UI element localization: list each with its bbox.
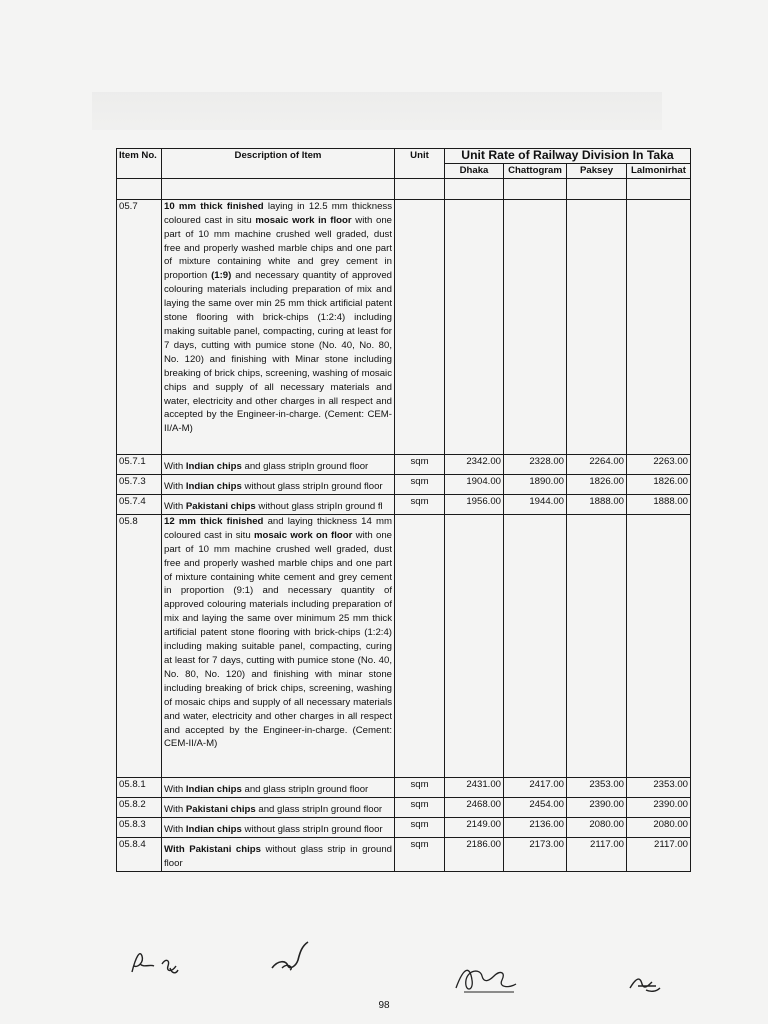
signature-4 xyxy=(626,970,666,996)
rate-lalmonirhat xyxy=(627,514,691,777)
rate-dhaka: 2468.00 xyxy=(445,798,504,818)
unit-cell: sqm xyxy=(395,778,445,798)
rate-chattogram xyxy=(504,514,567,777)
item-number: 05.8.4 xyxy=(117,838,162,872)
rate-chattogram: 2454.00 xyxy=(504,798,567,818)
rate-chattogram: 1944.00 xyxy=(504,495,567,515)
rate-dhaka: 2342.00 xyxy=(445,455,504,475)
table-row xyxy=(117,495,691,515)
item-number: 05.7.1 xyxy=(117,455,162,475)
rate-paksey: 1888.00 xyxy=(567,495,627,515)
table-row xyxy=(117,818,691,838)
description-text: Indian chips xyxy=(185,824,242,836)
spacer-row xyxy=(117,178,691,199)
description-text: With xyxy=(164,804,186,816)
item-description xyxy=(162,199,395,454)
item-description xyxy=(162,455,395,475)
item-description xyxy=(162,798,395,818)
page-number: 98 xyxy=(378,1000,390,1011)
description-text: With Pakistani chips xyxy=(164,844,261,856)
division-header-dhaka: Dhaka xyxy=(445,163,504,178)
description-text: and glass stripIn ground floor xyxy=(255,804,383,816)
table-row xyxy=(117,475,691,495)
unit-cell: sqm xyxy=(395,475,445,495)
description-header: Description of Item xyxy=(162,149,395,179)
signature-1 xyxy=(126,944,186,980)
item-no-header: Item No. xyxy=(117,149,162,179)
description-text: without glass strip in ground floor xyxy=(164,844,392,869)
item-number: 05.8.1 xyxy=(117,778,162,798)
description-text: Indian chips xyxy=(185,784,242,796)
signature-3 xyxy=(450,958,520,998)
header-row xyxy=(117,149,691,164)
rate-lalmonirhat: 1888.00 xyxy=(627,495,691,515)
unit-cell: sqm xyxy=(395,818,445,838)
description-text: Pakistani chips xyxy=(185,804,256,816)
description-text: With xyxy=(164,784,186,796)
description-text: With xyxy=(164,501,186,513)
rate-dhaka: 1904.00 xyxy=(445,475,504,495)
description-text: without glass stripIn ground fl xyxy=(255,501,383,513)
unit-cell: sqm xyxy=(395,838,445,872)
rate-paksey: 2117.00 xyxy=(567,838,627,872)
item-description xyxy=(162,475,395,495)
rate-chattogram: 2173.00 xyxy=(504,838,567,872)
description-text: and necessary quantity of approved colouring materials including preparation of mix and laying the same over min 25 mm thick artificial patent stone flooring with brick-chips (1:2:4) including making suitable panel, compacting, curing at least for 7 days, cutting with pumice stone (No. 40, No. 80, No. 120) and finishing with Minar stone including breaking of brick chips, screening, washing of mosaic chips and supply of all necessary materials and water, electricity and other charges in all respect and accepted by the Engineer-in-charge. (Cement: CEM-II/A-M) xyxy=(164,270,392,435)
rate-paksey xyxy=(567,514,627,777)
rate-paksey: 1826.00 xyxy=(567,475,627,495)
description-text: Indian chips xyxy=(185,461,242,473)
rate-dhaka: 1956.00 xyxy=(445,495,504,515)
table-row xyxy=(117,838,691,872)
item-number: 05.8.2 xyxy=(117,798,162,818)
table-body xyxy=(117,199,691,871)
item-description xyxy=(162,838,395,872)
rate-dhaka xyxy=(445,199,504,454)
item-description xyxy=(162,818,395,838)
description-text: mosaic work on floor xyxy=(253,529,353,541)
unit-rate-table xyxy=(116,148,691,872)
rate-lalmonirhat: 2080.00 xyxy=(627,818,691,838)
rate-chattogram xyxy=(504,199,567,454)
description-text: 10 mm thick finished xyxy=(164,200,264,212)
description-text: and glass stripIn ground floor xyxy=(241,784,369,796)
rate-lalmonirhat xyxy=(627,199,691,454)
description-text: Indian chips xyxy=(185,481,242,493)
rate-dhaka: 2431.00 xyxy=(445,778,504,798)
rate-lalmonirhat: 1826.00 xyxy=(627,475,691,495)
description-text: laying in 12.5 mm thickness coloured cast in situ xyxy=(164,200,392,226)
unit-cell xyxy=(395,514,445,777)
description-text: 12 mm thick finished xyxy=(164,515,264,527)
rate-dhaka xyxy=(445,514,504,777)
rate-paksey: 2080.00 xyxy=(567,818,627,838)
table-row xyxy=(117,455,691,475)
rate-lalmonirhat: 2353.00 xyxy=(627,778,691,798)
division-header-paksey: Paksey xyxy=(567,163,627,178)
unit-cell: sqm xyxy=(395,455,445,475)
rate-chattogram: 1890.00 xyxy=(504,475,567,495)
rate-lalmonirhat: 2117.00 xyxy=(627,838,691,872)
rate-group-header: Unit Rate of Railway Division In Taka xyxy=(445,149,691,164)
description-text: with one part of 10 mm machine crushed well graded, dust free and properly washed marble chips and one part of mixture containing white and grey cement in proportion xyxy=(164,214,392,282)
description-text: (1:9) xyxy=(211,270,232,282)
rate-paksey: 2264.00 xyxy=(567,455,627,475)
description-text: With xyxy=(164,481,186,493)
description-text: without glass stripIn ground floor xyxy=(241,824,383,836)
description-text: and laying thickness 14 mm coloured cast in situ xyxy=(164,515,392,541)
signature-2 xyxy=(268,938,318,974)
item-number: 05.7.4 xyxy=(117,495,162,515)
table-row xyxy=(117,778,691,798)
rate-paksey: 2390.00 xyxy=(567,798,627,818)
item-description xyxy=(162,778,395,798)
division-header-chattogram: Chattogram xyxy=(504,163,567,178)
unit-header: Unit xyxy=(395,149,445,179)
description-text: With xyxy=(164,824,186,836)
rate-chattogram: 2136.00 xyxy=(504,818,567,838)
rate-lalmonirhat: 2263.00 xyxy=(627,455,691,475)
item-description xyxy=(162,495,395,515)
unit-cell: sqm xyxy=(395,798,445,818)
item-number: 05.7.3 xyxy=(117,475,162,495)
table-row xyxy=(117,798,691,818)
rate-paksey: 2353.00 xyxy=(567,778,627,798)
rate-dhaka: 2149.00 xyxy=(445,818,504,838)
show-through-header xyxy=(92,92,662,130)
rate-paksey xyxy=(567,199,627,454)
rate-chattogram: 2328.00 xyxy=(504,455,567,475)
rate-dhaka: 2186.00 xyxy=(445,838,504,872)
table-row xyxy=(117,199,691,454)
description-text: with one part of 10 mm machine crushed well graded, dust free and properly washed marble chips and one part of mixture containing white cement and grey cement in proportion (9:1) and necessary quantity of approved colouring materials including preparation of mix and laying the same over minimum 25 mm thick artificial patent stone flooring with brick-chips (1:2:4) including making suitable panel, compacting, curing at least for 7 days, cutting with pumice stone (No. 40, No. 80, No. 120) and finishing with minar stone including breaking of brick chips, screening, washing of mosaic chips and supply of all necessary materials and water, electricity and other charges in all respect and accepted by the Engineer-in-charge. (Cement: CEM-II/A-M) xyxy=(164,529,392,750)
rate-lalmonirhat: 2390.00 xyxy=(627,798,691,818)
description-text: mosaic work in floor xyxy=(255,214,352,226)
item-number: 05.8.3 xyxy=(117,818,162,838)
unit-cell xyxy=(395,199,445,454)
rate-chattogram: 2417.00 xyxy=(504,778,567,798)
unit-cell: sqm xyxy=(395,495,445,515)
item-description xyxy=(162,514,395,777)
item-number: 05.7 xyxy=(117,199,162,454)
table-row xyxy=(117,514,691,777)
division-header-lalmonirhat: Lalmonirhat xyxy=(627,163,691,178)
description-text: Pakistani chips xyxy=(185,501,256,513)
description-text: without glass stripIn ground floor xyxy=(241,481,383,493)
item-number: 05.8 xyxy=(117,514,162,777)
description-text: With xyxy=(164,461,186,473)
description-text: and glass stripIn ground floor xyxy=(241,461,369,473)
